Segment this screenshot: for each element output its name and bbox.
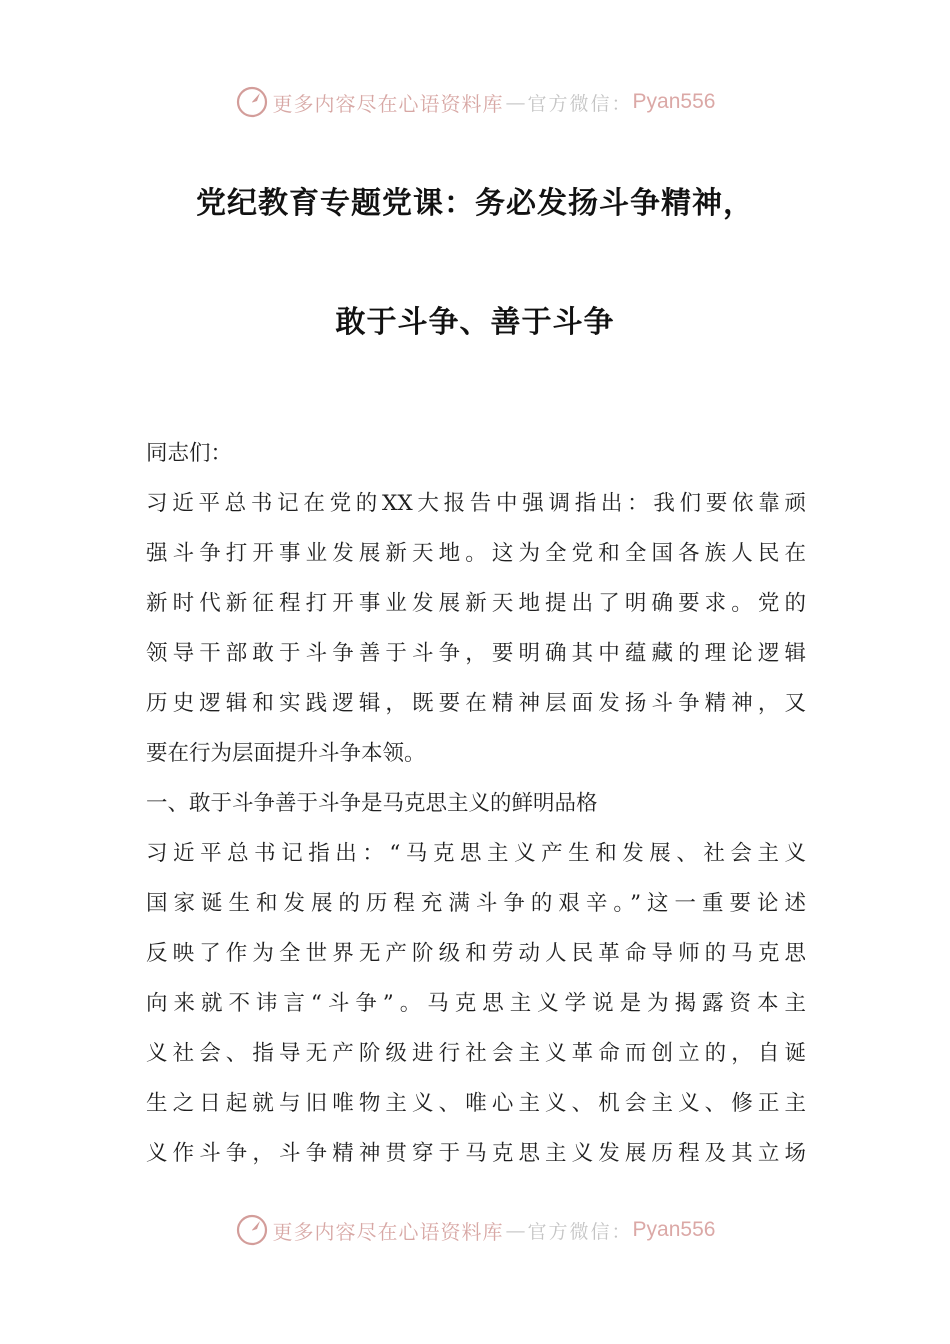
body-line: 新时代新征程打开事业发展新天地提出了明确要求。党的: [146, 591, 806, 616]
body-line: 义作斗争，斗争精神贯穿于马克思主义发展历程及其立场: [146, 1141, 806, 1166]
watermark-footer: [0, 1210, 950, 1250]
section-heading: 一、敢于斗争善于斗争是马克思主义的鲜明品格: [146, 791, 598, 816]
watermark-text: 更多内容尽在心语资料库: [272, 1219, 504, 1244]
quill-logo-icon: [235, 85, 269, 119]
watermark-separator: —: [505, 1218, 526, 1242]
document-title-line2: 敢于斗争、善于斗争: [335, 305, 615, 340]
body-line: 强斗争打开事业发展新天地。这为全党和全国各族人民在: [146, 541, 806, 566]
body-line: 领导干部敢于斗争善于斗争，要明确其中蕴藏的理论逻辑: [146, 641, 806, 666]
watermark-label: 官方微信：: [527, 1220, 633, 1243]
body-line: 反映了作为全世界无产阶级和劳动人民革命导师的马克思: [146, 941, 806, 966]
document-body: [146, 429, 806, 1179]
body-line: 同志们：: [146, 441, 233, 466]
body-line: 要在行为层面提升斗争本领。: [146, 741, 426, 766]
body-line: 生之日起就与旧唯物主义、唯心主义、机会主义、修正主: [146, 1091, 806, 1116]
watermark-header: [0, 82, 950, 122]
body-line: 向来就不讳言“斗争”。马克思主义学说是为揭露资本主: [146, 991, 806, 1016]
body-line: 国家诞生和发展的历程充满斗争的艰辛。”这一重要论述: [146, 891, 806, 916]
watermark-id: Pyan556: [632, 90, 716, 113]
document-title-line1: 党纪教育专题党课：务必发扬斗争精神，: [196, 186, 754, 221]
watermark-text: 更多内容尽在心语资料库: [272, 91, 504, 116]
watermark-id: Pyan556: [632, 1218, 716, 1241]
watermark-separator: —: [505, 90, 526, 114]
body-line: 历史逻辑和实践逻辑，既要在精神层面发扬斗争精神，又: [146, 691, 806, 716]
body-line: 习近平总书记指出：“马克思主义产生和发展、社会主义: [146, 841, 806, 866]
body-line: 义社会、指导无产阶级进行社会主义革命而创立的，自诞: [146, 1041, 806, 1066]
quill-logo-icon: [235, 1213, 269, 1247]
watermark-label: 官方微信：: [527, 92, 633, 115]
body-line: 习近平总书记在党的XX大报告中强调指出：我们要依靠顽: [146, 491, 806, 516]
